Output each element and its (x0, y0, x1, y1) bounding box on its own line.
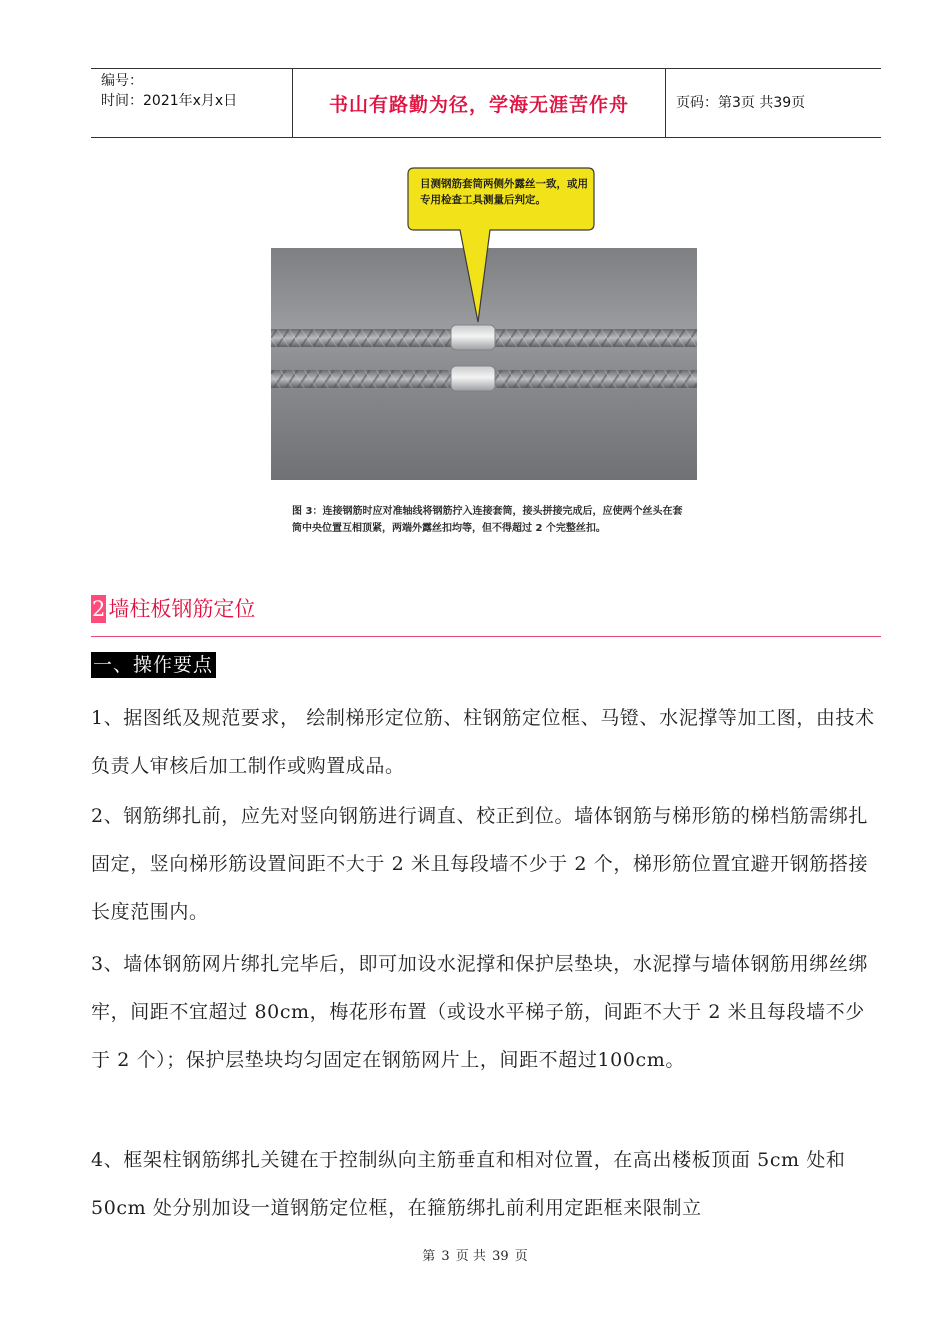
upper-sleeve (451, 325, 495, 350)
rebar-sleeve-illustration (271, 248, 697, 480)
footer-total-pages: 39 (492, 1249, 509, 1264)
header-left-cell (91, 69, 293, 137)
footer-prefix: 第 (422, 1249, 436, 1264)
header-page-label: 页码：第3页 共39页 (676, 95, 806, 111)
paragraph-4: 4、框架柱钢筋绑扎关键在于控制纵向主筋垂直和相对位置，在高出楼板顶面 5cm 处和 50cm 处分别加设一道钢筋定位框，在箍筋绑扎前利用定距框来限制立 (91, 1149, 846, 1219)
footer-current-page: 3 (441, 1249, 450, 1264)
figure-caption: 图 3：连接钢筋时应对准轴线将钢筋拧入连接套筒，接头拼接完成后，应使两个丝头在套筒中央位置互相顶紧，两端外露丝扣均等，但不得超过 2 个完整丝扣。 (292, 506, 683, 534)
section-number: 2 (92, 597, 106, 621)
paragraph-1: 1、据图纸及规范要求， 绘制梯形定位筋、柱钢筋定位框、马镫、水泥撑等加工图，由技术负责人审核后加工制作或购置成品。 (91, 707, 875, 777)
subheading: 一、操作要点 (91, 652, 216, 678)
header-right-cell (666, 69, 881, 137)
section-divider (91, 636, 881, 637)
callout-text: 目测钢筋套筒两侧外露丝一致，或用专用检查工具测量后判定。 (420, 178, 588, 206)
document-time-label: 时间：2021年x月x日 (101, 93, 238, 109)
page-footer (0, 1245, 950, 1264)
footer-suffix: 页 (514, 1249, 528, 1264)
section-heading (91, 595, 255, 623)
header-motto: 书山有路勤为径，学海无涯苦作舟 (328, 93, 629, 116)
document-number-label: 编号： (101, 73, 143, 89)
header-center-cell (293, 69, 666, 137)
paragraph-2: 2、钢筋绑扎前，应先对竖向钢筋进行调直、校正到位。墙体钢筋与梯形筋的梯档筋需绑扎固定，竖向梯形筋设置间距不大于 2 米且每段墙不少于 2 个，梯形筋位置宜避开钢筋搭接长度范围内。 (91, 805, 869, 923)
footer-middle: 页 共 (455, 1249, 486, 1264)
page-header (91, 68, 881, 138)
section-title: 墙柱板钢筋定位 (108, 597, 256, 621)
paragraph-3: 3、墙体钢筋网片绑扎完毕后，即可加设水泥撑和保护层垫块，水泥撑与墙体钢筋用绑丝绑牢，间距不宜超过 80cm，梅花形布置（或设水平梯子筋，间距不大于 2 米且每段墙不少于 2 个）；保护层垫块均匀固定在钢筋网片上，间距不超过100cm。 (91, 953, 869, 1071)
lower-sleeve (451, 366, 495, 391)
